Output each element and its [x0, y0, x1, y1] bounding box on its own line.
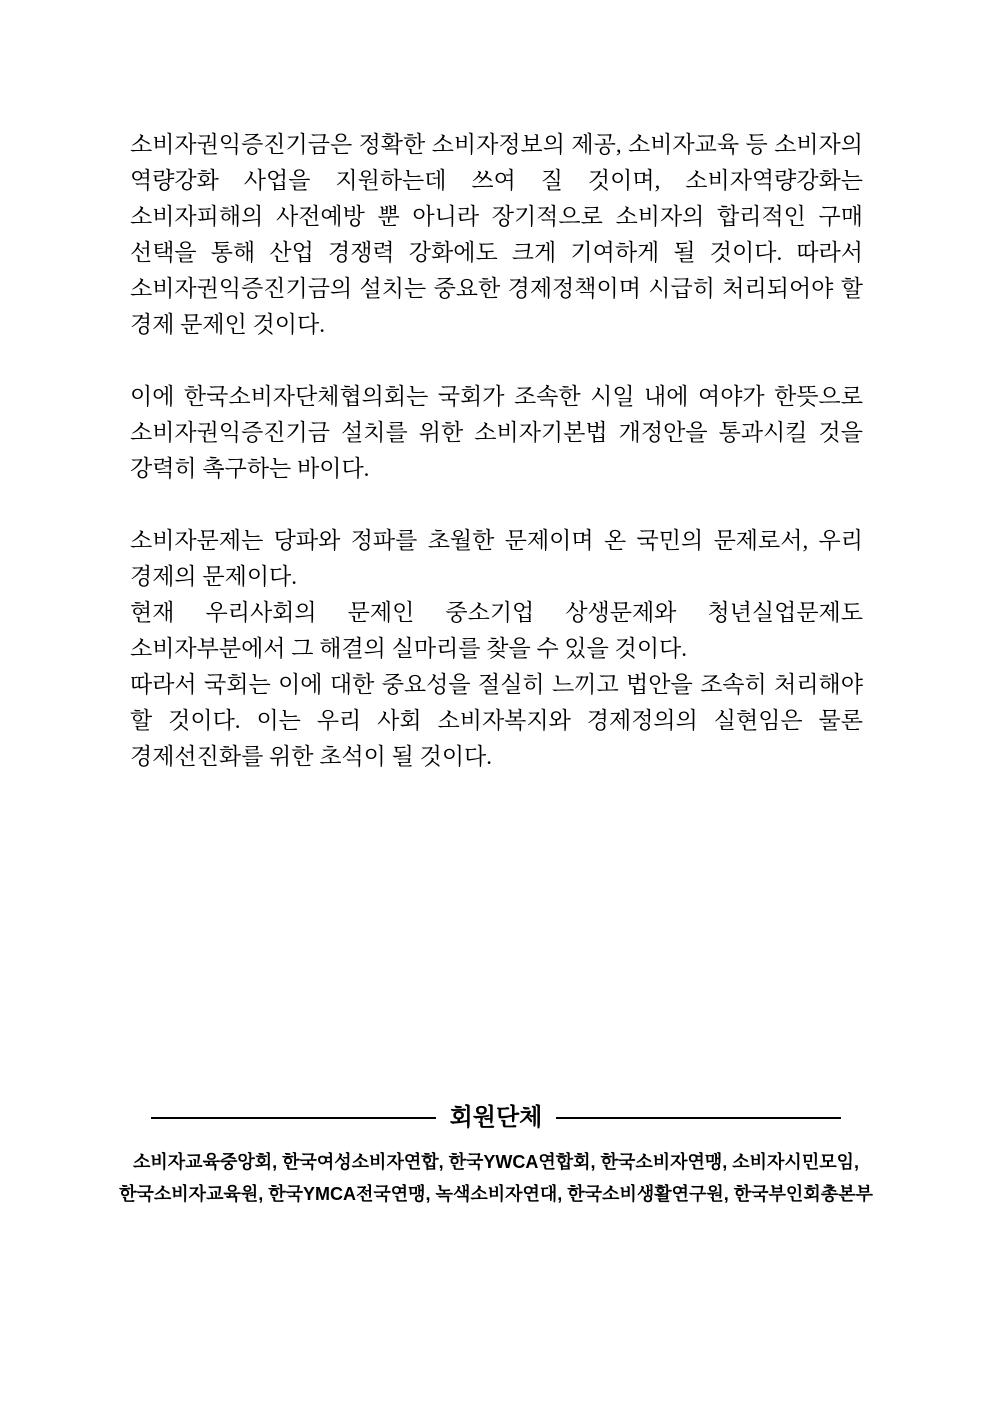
document-body	[130, 127, 863, 775]
left-divider-rule	[151, 1117, 436, 1119]
member-list-line-1: 소비자교육중앙회, 한국여성소비자연합, 한국YWCA연합회, 한국소비자연맹, 소비자시민모임,	[133, 1152, 859, 1172]
member-heading: 회원단체	[449, 1104, 543, 1131]
paragraph-consumer-issue-1: 소비자문제는 당파와 정파를 초월한 문제이며 온 국민의 문제로서, 우리 경제의 문제이다.	[130, 528, 863, 589]
member-list-line-2: 한국소비자교육원, 한국YMCA전국연맹, 녹색소비자연대, 한국소비생활연구원, 한국부인회총본부	[119, 1184, 873, 1204]
member-heading-row	[151, 1102, 841, 1134]
member-list	[0, 1146, 992, 1210]
paragraph-fund-purpose: 소비자권익증진기금은 정확한 소비자정보의 제공, 소비자교육 등 소비자의 역량강화 사업을 지원하는데 쓰여 질 것이며, 소비자역량강화는 소비자피해의 사전예방 뿐 아니라 장기적으로 소비자의 합리적인 구매 선택을 통해 산업 경쟁력 강화에도 크게 기여하게 될 것이다. 따라서 소비자권익증진기금의 설치는 중요한 경제정책이며 시급히 처리되어야 할 경제 문제인 것이다.	[130, 132, 863, 337]
paragraph-consumer-issue-2: 현재 우리사회의 문제인 중소기업 상생문제와 청년실업문제도 소비자부분에서 그 해결의 실마리를 찾을 수 있을 것이다.	[130, 600, 863, 661]
paragraph-urge-assembly: 이에 한국소비자단체협의회는 국회가 조속한 시일 내에 여야가 한뜻으로 소비자권익증진기금 설치를 위한 소비자기본법 개정안을 통과시킬 것을 강력히 촉구하는 바이다.	[130, 384, 863, 481]
right-divider-rule	[556, 1117, 841, 1119]
paragraph-consumer-issue-3: 따라서 국회는 이에 대한 중요성을 절실히 느끼고 법안을 조속히 처리해야 할 것이다. 이는 우리 사회 소비자복지와 경제정의의 실현임은 물론 경제선진화를 위한 초석이 될 것이다.	[130, 672, 863, 769]
member-organizations-section	[0, 1102, 992, 1210]
